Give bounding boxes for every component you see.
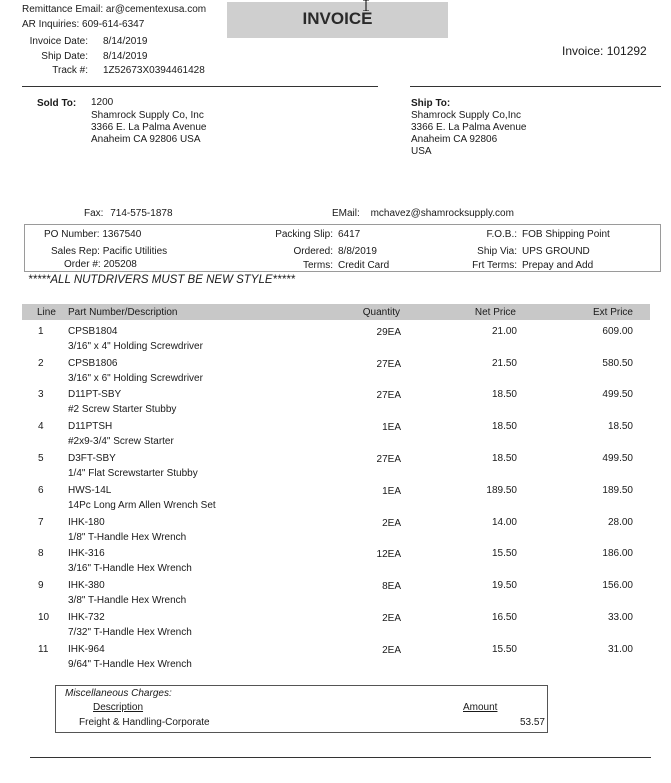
row-line: 1 (38, 326, 44, 337)
row-line: 4 (38, 421, 44, 432)
row-part-number: HWS-14L (68, 485, 112, 496)
row-description: 1/8" T-Handle Hex Wrench (68, 532, 187, 543)
row-ext-price: 189.50 (602, 485, 633, 496)
row-ext-price: 18.50 (607, 421, 633, 432)
row-ext-price: 31.00 (607, 644, 633, 655)
sold-to-account: 1200 (91, 97, 114, 108)
packing-slip-label: Packing Slip: (275, 229, 333, 240)
ship-date-label: Ship Date: (41, 51, 88, 62)
order-label: Order #: (64, 259, 101, 270)
row-ext-price: 33.00 (607, 612, 633, 623)
row-net-price: 15.50 (491, 548, 517, 559)
fax-line (84, 208, 173, 219)
row-description: #2x9-3/4" Screw Starter (68, 436, 174, 447)
invoice-title-banner (227, 2, 448, 38)
row-part-number: IHK-964 (68, 644, 105, 655)
row-net-price: 16.50 (491, 612, 517, 623)
row-description: #2 Screw Starter Stubby (68, 404, 177, 415)
track-label: Track #: (52, 65, 88, 76)
email-label: EMail: (332, 208, 360, 219)
col-quantity: Quantity (362, 307, 400, 318)
row-part-number: IHK-180 (68, 517, 105, 528)
po-line (44, 229, 141, 240)
misc-item-desc: Freight & Handling-Corporate (79, 717, 210, 728)
frt-terms-label: Frt Terms: (472, 260, 517, 271)
sold-to-line: 3366 E. La Palma Avenue (91, 122, 207, 133)
sales-rep-line (51, 246, 167, 257)
col-net-price: Net Price (474, 307, 516, 318)
row-description: 3/16" T-Handle Hex Wrench (68, 563, 192, 574)
row-description: 9/64" T-Handle Hex Wrench (68, 659, 192, 670)
row-ext-price: 28.00 (607, 517, 633, 528)
misc-item-amount: 53.57 (519, 717, 545, 728)
terms: Credit Card (338, 260, 390, 271)
row-ext-price: 580.50 (602, 358, 633, 369)
row-net-price: 21.00 (491, 326, 517, 337)
row-part-number: CPSB1804 (68, 326, 118, 337)
row-quantity: 27EA (376, 454, 401, 465)
row-description: 7/32" T-Handle Hex Wrench (68, 627, 192, 638)
row-net-price: 19.50 (491, 580, 517, 591)
row-net-price: 18.50 (491, 421, 517, 432)
ordered-label: Ordered: (293, 246, 333, 257)
misc-title: Miscellaneous Charges: (65, 688, 172, 699)
row-quantity: 2EA (382, 645, 401, 656)
misc-amount-label: Amount (463, 702, 498, 713)
sales-rep-label: Sales Rep: (51, 246, 100, 257)
sold-to-line: Anaheim CA 92806 USA (91, 134, 201, 145)
row-quantity: 1EA (382, 486, 401, 497)
row-line: 11 (38, 644, 49, 655)
sales-rep: Pacific Utilities (102, 246, 168, 257)
row-part-number: D3FT-SBY (68, 453, 116, 464)
track-number: 1Z52673X0394461428 (103, 65, 205, 76)
ordered-date: 8/8/2019 (338, 246, 377, 257)
packing-slip: 6417 (338, 229, 361, 240)
row-ext-price: 186.00 (602, 548, 633, 559)
order-number: 205208 (103, 259, 137, 270)
special-note: *****ALL NUTDRIVERS MUST BE NEW STYLE***** (28, 274, 295, 286)
row-description: 3/16" x 6" Holding Screwdriver (68, 373, 203, 384)
ship-to-line: Shamrock Supply Co,Inc (411, 110, 522, 121)
row-line: 6 (38, 485, 44, 496)
row-ext-price: 499.50 (602, 453, 633, 464)
ship-to-line: USA (411, 146, 432, 157)
order-line (64, 259, 137, 270)
fax-number: 714-575-1878 (110, 208, 173, 219)
row-ext-price: 499.50 (602, 389, 633, 400)
divider-right (410, 86, 661, 87)
row-quantity: 12EA (376, 549, 401, 560)
row-part-number: D11PTSH (68, 421, 113, 432)
row-line: 2 (38, 358, 44, 369)
row-line: 7 (38, 517, 44, 528)
divider-left (22, 86, 378, 87)
ship-to-line: 3366 E. La Palma Avenue (411, 122, 527, 133)
fax-label: Fax: (84, 208, 104, 219)
row-quantity: 2EA (382, 518, 401, 529)
ship-via: UPS GROUND (522, 246, 590, 257)
row-part-number: IHK-732 (68, 612, 105, 623)
row-quantity: 27EA (376, 359, 401, 370)
terms-label: Terms: (303, 260, 333, 271)
row-description: 14Pc Long Arm Allen Wrench Set (68, 500, 216, 511)
row-part-number: IHK-380 (68, 580, 105, 591)
row-net-price: 18.50 (491, 453, 517, 464)
col-ext-price: Ext Price (592, 307, 633, 318)
row-net-price: 189.50 (486, 485, 517, 496)
row-line: 9 (38, 580, 44, 591)
col-line: Line (37, 307, 56, 318)
row-quantity: 2EA (382, 613, 401, 624)
row-quantity: 27EA (376, 390, 401, 401)
row-net-price: 18.50 (491, 389, 517, 400)
row-line: 5 (38, 453, 44, 464)
email-line (332, 208, 514, 219)
row-net-price: 15.50 (491, 644, 517, 655)
remittance-line (22, 4, 206, 15)
row-net-price: 21.50 (491, 358, 517, 369)
row-ext-price: 609.00 (602, 326, 633, 337)
row-description: 3/8" T-Handle Hex Wrench (68, 595, 187, 606)
ship-via-label: Ship Via: (477, 246, 517, 257)
ar-phone: 609-614-6347 (82, 19, 145, 30)
row-description: 3/16" x 4" Holding Screwdriver (68, 341, 203, 352)
row-net-price: 14.00 (491, 517, 517, 528)
sold-to-label: Sold To: (37, 98, 77, 109)
ar-label: AR Inquiries: (22, 19, 80, 30)
remittance-email: ar@cementexusa.com (105, 4, 207, 15)
row-line: 8 (38, 548, 44, 559)
row-quantity: 29EA (376, 327, 401, 338)
ship-to-line: Anaheim CA 92806 (411, 134, 498, 145)
row-line: 10 (38, 612, 50, 623)
footer-divider (30, 757, 651, 758)
row-quantity: 8EA (382, 581, 401, 592)
row-description: 1/4" Flat Screwstarter Stubby (68, 468, 198, 479)
row-quantity: 1EA (382, 422, 401, 433)
sold-to-line: Shamrock Supply Co, Inc (91, 110, 204, 121)
ar-line (22, 19, 144, 30)
ship-to-label: Ship To: (411, 98, 451, 109)
invoice-date: 8/14/2019 (103, 36, 148, 47)
text-cursor-icon (362, 0, 370, 11)
frt-terms: Prepay and Add (522, 260, 594, 271)
row-part-number: D11PT-SBY (68, 389, 122, 400)
ship-date: 8/14/2019 (103, 51, 148, 62)
email-address: mchavez@shamrocksupply.com (370, 208, 514, 219)
row-line: 3 (38, 389, 44, 400)
po-number: 1367540 (102, 229, 142, 240)
row-ext-price: 156.00 (602, 580, 633, 591)
invoice-date-label: Invoice Date: (29, 36, 88, 47)
invoice-title: INVOICE (302, 9, 373, 28)
po-label: PO Number: (44, 229, 100, 240)
col-part: Part Number/Description (68, 307, 178, 318)
misc-desc-label: Description (93, 702, 144, 713)
fob: FOB Shipping Point (522, 229, 610, 240)
remittance-label: Remittance Email: (22, 4, 104, 15)
row-part-number: CPSB1806 (68, 358, 118, 369)
invoice-number: Invoice: 101292 (562, 44, 647, 58)
fob-label: F.O.B.: (486, 229, 517, 240)
row-part-number: IHK-316 (68, 548, 105, 559)
